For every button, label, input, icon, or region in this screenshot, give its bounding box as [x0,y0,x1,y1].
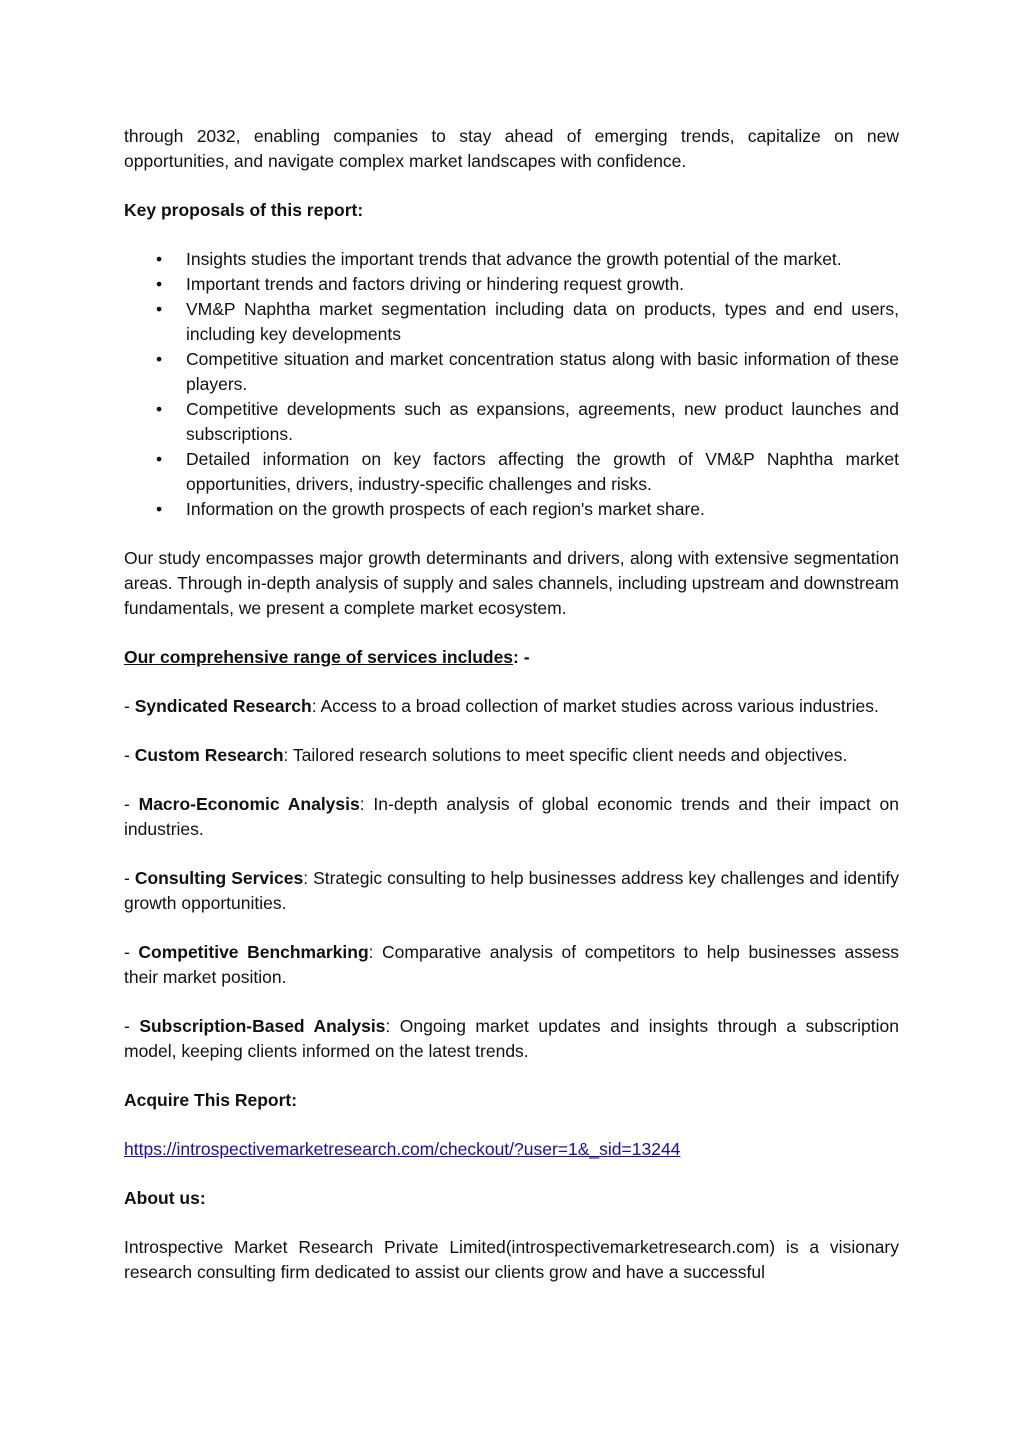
service-name: Syndicated Research [134,696,312,716]
list-item: • Competitive developments such as expansions, agreements, new product launches and subscriptions. [186,397,899,447]
service-item-custom: - Custom Research: Tailored research solutions to meet specific client needs and objectives. [124,745,848,765]
service-item-consulting: - Consulting Services: Strategic consulting to help businesses address key challenges and identify growth opportunities. [124,868,899,913]
intro-paragraph: through 2032, enabling companies to stay ahead of emerging trends, capitalize on new opportunities, and navigate complex market landscapes with confidence. [124,126,899,171]
service-desc: : Strategic consulting to help businesses address key challenges and identify growth opportunities. [124,868,899,913]
service-name: Consulting Services [134,868,304,888]
about-paragraph: Introspective Market Research Private Limited(introspectivemarketresearch.com) is a visionary research consulting firm dedicated to assist our clients grow and have a successful [124,1237,899,1282]
service-name: Custom Research [134,745,284,765]
checkout-link[interactable]: https://introspectivemarketresearch.com/checkout/?user=1&_sid=13244 [124,1139,681,1159]
service-desc: : Comparative analysis of competitors to help businesses assess their market position. [124,942,899,987]
service-desc: : In-depth analysis of global economic trends and their impact on industries. [124,794,899,839]
service-name: Competitive Benchmarking [138,942,369,962]
service-item-macro: - Macro-Economic Analysis: In-depth analysis of global economic trends and their impact on industries. [124,794,899,839]
list-item: • Competitive situation and market concentration status along with basic information of these players. [186,347,899,397]
about-heading: About us: [124,1188,206,1208]
services-heading [124,645,899,670]
service-name: Macro-Economic Analysis [138,794,360,814]
services-heading-suffix: : - [513,647,530,667]
study-paragraph: Our study encompasses major growth determinants and drivers, along with extensive segmentation areas. Through in-depth analysis of supply and sales channels, including upstream and downstream fundamentals, we present a complete market ecosystem. [124,548,899,618]
proposals-heading: Key proposals of this report: [124,200,364,220]
list-item: • VM&P Naphtha market segmentation including data on products, types and end users, including key developments [186,297,899,347]
list-item: • Insights studies the important trends that advance the growth potential of the market. [186,247,899,272]
list-item: • Important trends and factors driving or hindering request growth. [186,272,899,297]
service-item-syndicated: - Syndicated Research: Access to a broad collection of market studies across various industries. [124,696,879,716]
service-desc: : Tailored research solutions to meet specific client needs and objectives. [283,745,848,765]
service-item-subscription: - Subscription-Based Analysis: Ongoing market updates and insights through a subscription model, keeping clients informed on the latest trends. [124,1016,899,1061]
document-page [124,124,899,1285]
acquire-heading: Acquire This Report: [124,1090,298,1110]
service-desc: : Access to a broad collection of market studies across various industries. [311,696,879,716]
service-item-benchmarking: - Competitive Benchmarking: Comparative analysis of competitors to help businesses assess their market position. [124,942,899,987]
acquire-link-line [124,1137,899,1162]
list-item: • Detailed information on key factors affecting the growth of VM&P Naphtha market opportunities, drivers, industry-specific challenges and risks. [186,447,899,497]
service-name: Subscription-Based Analysis [139,1016,386,1036]
list-item: • Information on the growth prospects of each region's market share. [186,497,899,522]
proposals-list [124,247,899,522]
service-desc: : Ongoing market updates and insights through a subscription model, keeping clients informed on the latest trends. [124,1016,899,1061]
services-heading-text: Our comprehensive range of services includes [124,647,514,667]
